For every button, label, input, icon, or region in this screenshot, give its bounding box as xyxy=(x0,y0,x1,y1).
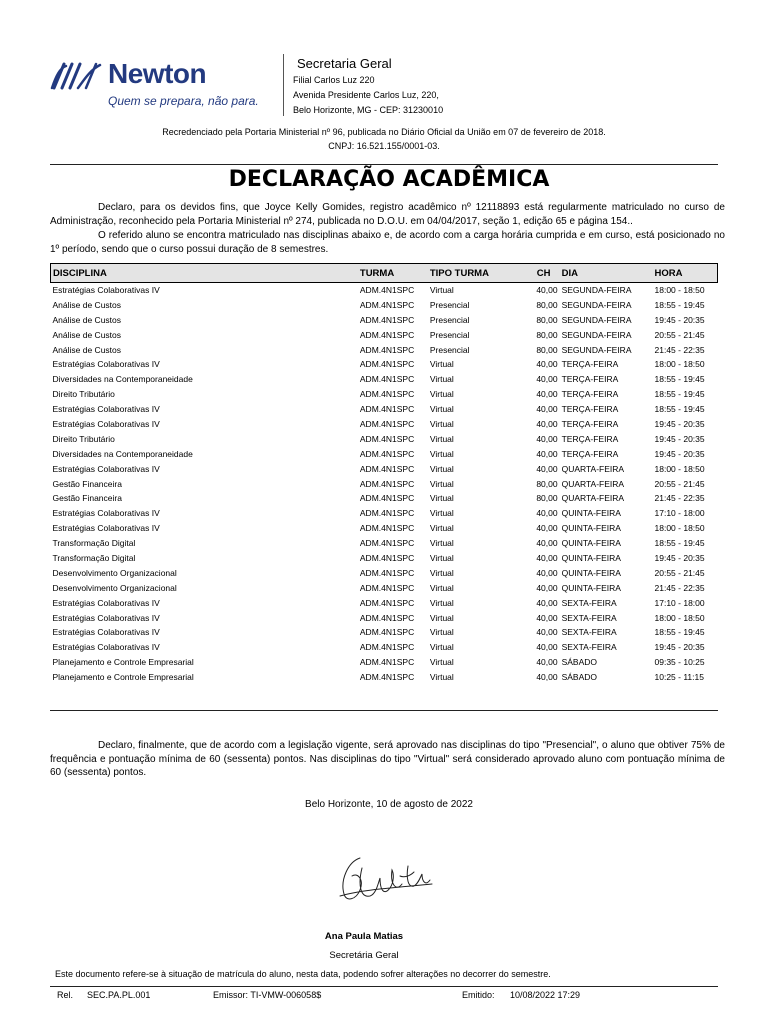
cell-dia: SÁBADO xyxy=(561,672,598,683)
cell-hora: 17:10 - 18:00 xyxy=(654,597,705,608)
cell-disciplina: Estratégias Colaborativas IV xyxy=(52,285,160,296)
cell-turma: ADM.4N1SPC xyxy=(359,597,415,608)
cell-tipo-turma: Virtual xyxy=(429,672,454,683)
cell-dia: TERÇA-FEIRA xyxy=(561,389,619,400)
cell-dia: SEXTA-FEIRA xyxy=(561,597,617,608)
cell-tipo-turma: Virtual xyxy=(429,285,454,296)
cell-hora: 20:55 - 21:45 xyxy=(654,567,705,578)
closing-paragraph: Declaro, finalmente, que de acordo com a legislação vigente, será aprovado nas disciplinas do tipo "Presencial", o aluno que obtiver 75% de frequência e pontuação mínima de 60 (sessenta) pontos. Nas disciplinas do tipo "Virtual" será considerado aprovado aluno com pontuação mínima de 60 (sessenta) pontos. xyxy=(50,740,725,778)
header-divider xyxy=(283,54,284,116)
cell-ch: 80,00 xyxy=(536,329,558,340)
table-row xyxy=(51,506,718,521)
cell-tipo-turma: Virtual xyxy=(429,389,454,400)
cell-dia: SEGUNDA-FEIRA xyxy=(561,299,632,310)
cell-tipo-turma: Virtual xyxy=(429,508,454,519)
cell-tipo-turma: Presencial xyxy=(429,344,470,355)
cell-turma: ADM.4N1SPC xyxy=(359,523,415,534)
cell-tipo-turma: Virtual xyxy=(429,552,454,563)
cell-turma: ADM.4N1SPC xyxy=(359,404,415,415)
table-row xyxy=(51,283,718,298)
cell-turma: ADM.4N1SPC xyxy=(359,344,415,355)
cell-dia: SEGUNDA-FEIRA xyxy=(561,344,632,355)
cell-hora: 20:55 - 21:45 xyxy=(654,329,705,340)
cell-turma: ADM.4N1SPC xyxy=(359,538,415,549)
cell-ch: 40,00 xyxy=(536,538,558,549)
cell-ch: 40,00 xyxy=(536,418,558,429)
table-header-row xyxy=(51,264,718,283)
cell-tipo-turma: Virtual xyxy=(429,582,454,593)
header-ch: CH xyxy=(528,264,560,283)
cell-dia: SEGUNDA-FEIRA xyxy=(561,329,632,340)
cell-dia: QUINTA-FEIRA xyxy=(561,552,621,563)
cell-disciplina: Desenvolvimento Organizacional xyxy=(52,567,177,578)
cell-ch: 40,00 xyxy=(536,523,558,534)
cell-ch: 40,00 xyxy=(536,389,558,400)
document-title: DECLARAÇÃO ACADÊMICA xyxy=(228,167,550,192)
cell-turma: ADM.4N1SPC xyxy=(359,374,415,385)
cell-turma: ADM.4N1SPC xyxy=(359,672,415,683)
disclaimer-text: Este documento refere-se à situação de matrícula do aluno, nesta data, podendo sofrer alterações no decorrer do semestre. xyxy=(55,969,551,979)
footer-emitido-label: Emitido: xyxy=(462,990,495,1000)
cell-tipo-turma: Virtual xyxy=(429,463,454,474)
cell-disciplina: Direito Tributário xyxy=(52,389,115,400)
cell-dia: TERÇA-FEIRA xyxy=(561,448,619,459)
cell-hora: 18:00 - 18:50 xyxy=(654,463,705,474)
cell-hora: 18:55 - 19:45 xyxy=(654,627,705,638)
footer-emissor: Emissor: TI-VMW-006058$ xyxy=(213,990,322,1000)
cell-turma: ADM.4N1SPC xyxy=(359,299,415,310)
cell-ch: 40,00 xyxy=(536,657,558,668)
table-row xyxy=(51,655,718,670)
cell-tipo-turma: Virtual xyxy=(429,597,454,608)
cell-turma: ADM.4N1SPC xyxy=(359,463,415,474)
cell-ch: 40,00 xyxy=(536,463,558,474)
cell-turma: ADM.4N1SPC xyxy=(359,448,415,459)
cell-ch: 40,00 xyxy=(536,359,558,370)
cell-hora: 18:00 - 18:50 xyxy=(654,285,705,296)
footer-rule xyxy=(50,986,718,987)
table-row xyxy=(51,372,718,387)
cell-tipo-turma: Virtual xyxy=(429,478,454,489)
cell-dia: TERÇA-FEIRA xyxy=(561,418,619,429)
cell-hora: 21:45 - 22:35 xyxy=(654,493,705,504)
cell-turma: ADM.4N1SPC xyxy=(359,657,415,668)
cell-tipo-turma: Virtual xyxy=(429,418,454,429)
cell-disciplina: Gestão Financeira xyxy=(52,493,122,504)
table-row xyxy=(51,357,718,372)
cell-ch: 80,00 xyxy=(536,493,558,504)
footer-emitido-value: 10/08/2022 17:29 xyxy=(510,990,581,1000)
cell-turma: ADM.4N1SPC xyxy=(359,493,415,504)
cell-turma: ADM.4N1SPC xyxy=(359,552,415,563)
footer-rel-label: Rel. xyxy=(57,990,74,1000)
cell-ch: 40,00 xyxy=(536,285,558,296)
cell-disciplina: Direito Tributário xyxy=(52,433,115,444)
cell-turma: ADM.4N1SPC xyxy=(359,359,415,370)
cell-dia: TERÇA-FEIRA xyxy=(561,433,619,444)
cell-hora: 21:45 - 22:35 xyxy=(654,344,705,355)
cell-disciplina: Planejamento e Controle Empresarial xyxy=(52,672,194,683)
cell-disciplina: Análise de Custos xyxy=(52,344,122,355)
signer-name: Ana Paula Matias xyxy=(324,931,404,942)
cell-disciplina: Transformação Digital xyxy=(52,552,136,563)
top-rule xyxy=(50,164,718,165)
cell-turma: ADM.4N1SPC xyxy=(359,329,415,340)
cell-ch: 40,00 xyxy=(536,642,558,653)
header-dia: DIA xyxy=(560,264,653,283)
cell-tipo-turma: Virtual xyxy=(429,493,454,504)
table-bottom-rule xyxy=(50,710,718,711)
table-row xyxy=(51,431,718,446)
signer-role: Secretária Geral xyxy=(329,950,399,961)
cell-tipo-turma: Presencial xyxy=(429,329,470,340)
cell-disciplina: Análise de Custos xyxy=(52,299,122,310)
table-row xyxy=(51,580,718,595)
cell-hora: 19:45 - 20:35 xyxy=(654,314,705,325)
cell-disciplina: Estratégias Colaborativas IV xyxy=(52,597,160,608)
brand-name: Newton xyxy=(108,58,207,89)
cell-dia: QUINTA-FEIRA xyxy=(561,582,621,593)
address-line-2: Avenida Presidente Carlos Luz, 220, xyxy=(293,90,439,100)
address-line-1: Filial Carlos Luz 220 xyxy=(293,75,375,85)
cell-tipo-turma: Virtual xyxy=(429,374,454,385)
cell-disciplina: Estratégias Colaborativas IV xyxy=(52,404,160,415)
cell-turma: ADM.4N1SPC xyxy=(359,478,415,489)
table-row xyxy=(51,461,718,476)
table-row xyxy=(51,387,718,402)
table-row xyxy=(51,536,718,551)
cell-disciplina: Estratégias Colaborativas IV xyxy=(52,627,160,638)
cell-turma: ADM.4N1SPC xyxy=(359,612,415,623)
table-row xyxy=(51,640,718,655)
cell-dia: TERÇA-FEIRA xyxy=(561,374,619,385)
table-row xyxy=(51,491,718,506)
cell-tipo-turma: Virtual xyxy=(429,657,454,668)
table-row xyxy=(51,521,718,536)
cell-dia: SÁBADO xyxy=(561,657,598,668)
cell-turma: ADM.4N1SPC xyxy=(359,418,415,429)
cell-dia: QUARTA-FEIRA xyxy=(561,478,625,489)
cell-hora: 18:00 - 18:50 xyxy=(654,612,705,623)
cell-hora: 19:45 - 20:35 xyxy=(654,552,705,563)
table-row xyxy=(51,565,718,580)
cell-tipo-turma: Virtual xyxy=(429,538,454,549)
cell-ch: 40,00 xyxy=(536,433,558,444)
table-row xyxy=(51,297,718,312)
address-line-3: Belo Horizonte, MG - CEP: 31230010 xyxy=(293,105,444,115)
cell-ch: 40,00 xyxy=(536,627,558,638)
cell-ch: 40,00 xyxy=(536,582,558,593)
brand-slogan: Quem se prepara, não para. xyxy=(108,94,259,108)
cell-ch: 80,00 xyxy=(536,344,558,355)
table-row xyxy=(51,417,718,432)
table-row xyxy=(51,610,718,625)
header-disciplina: DISCIPLINA xyxy=(51,264,358,283)
cell-hora: 18:00 - 18:50 xyxy=(654,523,705,534)
cell-tipo-turma: Virtual xyxy=(429,612,454,623)
cell-dia: QUINTA-FEIRA xyxy=(561,508,621,519)
cell-ch: 40,00 xyxy=(536,374,558,385)
cell-disciplina: Estratégias Colaborativas IV xyxy=(52,359,160,370)
signature-image xyxy=(330,850,440,920)
cell-tipo-turma: Virtual xyxy=(429,404,454,415)
cell-tipo-turma: Presencial xyxy=(429,299,470,310)
cell-ch: 40,00 xyxy=(536,567,558,578)
cell-dia: TERÇA-FEIRA xyxy=(561,359,619,370)
cell-tipo-turma: Virtual xyxy=(429,448,454,459)
table-row xyxy=(51,476,718,491)
cell-disciplina: Desenvolvimento Organizacional xyxy=(52,582,177,593)
cell-disciplina: Estratégias Colaborativas IV xyxy=(52,642,160,653)
header-hora: HORA xyxy=(653,264,718,283)
cell-hora: 18:55 - 19:45 xyxy=(654,538,705,549)
cell-hora: 18:55 - 19:45 xyxy=(654,389,705,400)
newton-logo xyxy=(50,58,259,114)
newton-logo-mark-icon xyxy=(50,62,104,90)
table-row xyxy=(51,446,718,461)
city-date: Belo Horizonte, 10 de agosto de 2022 xyxy=(305,799,473,810)
cell-dia: QUINTA-FEIRA xyxy=(561,523,621,534)
table-row xyxy=(51,327,718,342)
table-row xyxy=(51,595,718,610)
cell-hora: 19:45 - 20:35 xyxy=(654,448,705,459)
cell-disciplina: Diversidades na Contemporaneidade xyxy=(52,374,193,385)
table-row xyxy=(51,551,718,566)
cell-tipo-turma: Virtual xyxy=(429,523,454,534)
intro-paragraph-2: O referido aluno se encontra matriculado nas disciplinas abaixo e, de acordo com a carga horária cumprida e em curso, está posicionado no 1º período, sendo que o curso possui duração de 8 semestres. xyxy=(50,230,725,255)
cell-hora: 09:35 - 10:25 xyxy=(654,657,705,668)
header-turma: TURMA xyxy=(358,264,428,283)
cell-disciplina: Estratégias Colaborativas IV xyxy=(52,523,160,534)
cell-ch: 40,00 xyxy=(536,672,558,683)
table-row xyxy=(51,312,718,327)
cell-hora: 17:10 - 18:00 xyxy=(654,508,705,519)
recredenciamento-text: Recredenciado pela Portaria Ministerial nº 96, publicada no Diário Oficial da União em 07 de fevereiro de 2018. xyxy=(162,127,606,137)
cell-disciplina: Análise de Custos xyxy=(52,329,122,340)
table-row xyxy=(51,402,718,417)
cell-turma: ADM.4N1SPC xyxy=(359,285,415,296)
table-body xyxy=(51,283,718,685)
cell-dia: TERÇA-FEIRA xyxy=(561,404,619,415)
intro-paragraph-1: Declaro, para os devidos fins, que Joyce Kelly Gomides, registro acadêmico nº 12118893 está regularmente matriculado no curso de Administração, reconhecido pela Portaria Ministerial nº 274, publicada no D.O.U. em 04/04/2017, seção 1, edição 65 e página 154.. xyxy=(50,202,725,227)
cell-disciplina: Estratégias Colaborativas IV xyxy=(52,418,160,429)
cell-ch: 40,00 xyxy=(536,448,558,459)
cell-hora: 19:45 - 20:35 xyxy=(654,642,705,653)
cell-ch: 80,00 xyxy=(536,299,558,310)
cell-disciplina: Diversidades na Contemporaneidade xyxy=(52,448,193,459)
cell-hora: 18:55 - 19:45 xyxy=(654,374,705,385)
cell-turma: ADM.4N1SPC xyxy=(359,642,415,653)
cell-ch: 80,00 xyxy=(536,314,558,325)
cell-turma: ADM.4N1SPC xyxy=(359,314,415,325)
cell-dia: QUINTA-FEIRA xyxy=(561,538,621,549)
cnpj-text: CNPJ: 16.521.155/0001-03. xyxy=(328,141,440,151)
cell-dia: QUARTA-FEIRA xyxy=(561,463,625,474)
cell-disciplina: Estratégias Colaborativas IV xyxy=(52,463,160,474)
cell-ch: 40,00 xyxy=(536,552,558,563)
cell-disciplina: Estratégias Colaborativas IV xyxy=(52,612,160,623)
office-title: Secretaria Geral xyxy=(297,56,392,71)
cell-dia: SEGUNDA-FEIRA xyxy=(561,314,632,325)
cell-turma: ADM.4N1SPC xyxy=(359,627,415,638)
cell-turma: ADM.4N1SPC xyxy=(359,433,415,444)
table-row xyxy=(51,670,718,685)
cell-hora: 21:45 - 22:35 xyxy=(654,582,705,593)
cell-disciplina: Transformação Digital xyxy=(52,538,136,549)
cell-ch: 80,00 xyxy=(536,478,558,489)
cell-hora: 20:55 - 21:45 xyxy=(654,478,705,489)
cell-hora: 19:45 - 20:35 xyxy=(654,418,705,429)
cell-dia: SEXTA-FEIRA xyxy=(561,612,617,623)
cell-ch: 40,00 xyxy=(536,597,558,608)
table-row xyxy=(51,625,718,640)
cell-tipo-turma: Presencial xyxy=(429,314,470,325)
cell-turma: ADM.4N1SPC xyxy=(359,389,415,400)
cell-ch: 40,00 xyxy=(536,508,558,519)
cell-hora: 19:45 - 20:35 xyxy=(654,433,705,444)
cell-hora: 18:00 - 18:50 xyxy=(654,359,705,370)
disciplines-table xyxy=(50,263,718,685)
cell-ch: 40,00 xyxy=(536,404,558,415)
cell-dia: SEGUNDA-FEIRA xyxy=(561,285,632,296)
cell-dia: QUARTA-FEIRA xyxy=(561,493,625,504)
cell-dia: SEXTA-FEIRA xyxy=(561,642,617,653)
cell-tipo-turma: Virtual xyxy=(429,433,454,444)
cell-dia: SEXTA-FEIRA xyxy=(561,627,617,638)
cell-tipo-turma: Virtual xyxy=(429,642,454,653)
cell-hora: 18:55 - 19:45 xyxy=(654,299,705,310)
cell-ch: 40,00 xyxy=(536,612,558,623)
footer-rel-value: SEC.PA.PL.001 xyxy=(87,990,151,1000)
cell-turma: ADM.4N1SPC xyxy=(359,508,415,519)
cell-turma: ADM.4N1SPC xyxy=(359,582,415,593)
cell-dia: QUINTA-FEIRA xyxy=(561,567,621,578)
cell-tipo-turma: Virtual xyxy=(429,359,454,370)
cell-turma: ADM.4N1SPC xyxy=(359,567,415,578)
cell-hora: 10:25 - 11:15 xyxy=(654,672,704,683)
cell-tipo-turma: Virtual xyxy=(429,567,454,578)
cell-tipo-turma: Virtual xyxy=(429,627,454,638)
cell-disciplina: Estratégias Colaborativas IV xyxy=(52,508,160,519)
header-tipo-turma: TIPO TURMA xyxy=(428,264,528,283)
cell-hora: 18:55 - 19:45 xyxy=(654,404,705,415)
cell-disciplina: Análise de Custos xyxy=(52,314,122,325)
cell-disciplina: Planejamento e Controle Empresarial xyxy=(52,657,194,668)
cell-disciplina: Gestão Financeira xyxy=(52,478,122,489)
table-row xyxy=(51,342,718,357)
